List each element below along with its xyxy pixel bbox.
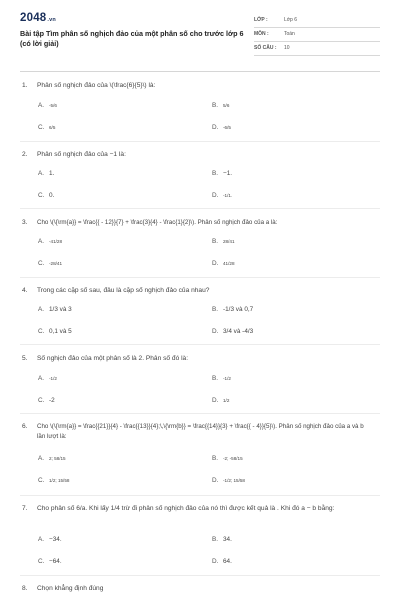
option-2a[interactable]: A. 1. <box>38 170 55 177</box>
option-4c[interactable]: C. 0,1 và 5 <box>38 328 72 335</box>
header-divider <box>20 71 380 72</box>
option-4b[interactable]: B. -1/3 và 0,7 <box>212 306 254 313</box>
meta-count-label: SỐ CÂU : <box>254 45 277 51</box>
question-number: 3. <box>22 219 28 226</box>
question-number: 2. <box>22 151 28 158</box>
option-3c[interactable]: C. -28/41 <box>38 260 63 267</box>
meta-subject-row <box>254 28 380 42</box>
option-5d[interactable]: D. 1/2 <box>212 397 230 404</box>
question-text: Cho \(\{\rm{a}} = \frac{{ - 12}}{7} + \frac{3}{4} - \frac{1}{2}\). Phân số nghịch đảo của a là: <box>37 219 278 226</box>
question-divider <box>20 495 380 496</box>
question-text: Phân số nghịch đảo của \(\frac{6}{5}\) là: <box>37 82 156 89</box>
question-divider <box>20 575 380 576</box>
question-divider <box>20 344 380 345</box>
question-divider <box>20 208 380 209</box>
question-number: 6. <box>22 423 28 430</box>
question-text: Chọn khẳng định đúng <box>37 585 104 592</box>
question-number: 1. <box>22 82 28 89</box>
option-7d[interactable]: D. 64. <box>212 558 232 565</box>
option-5c[interactable]: C. -2 <box>38 397 55 404</box>
question-text: Phân số nghịch đảo của −1 là: <box>37 151 126 158</box>
meta-class-label: LỚP : <box>254 17 268 23</box>
question-text: Cho phân số 6/a. Khi lấy 1/4 trừ đi phân số nghịch đảo của nó thì được kết quả là . Khi đó a − b bằng: <box>37 505 335 512</box>
option-6d[interactable]: D. -1/2; 15/58 <box>212 477 245 484</box>
question-divider <box>20 277 380 278</box>
option-5a[interactable]: A. -1/2 <box>38 375 57 382</box>
question-divider <box>20 413 380 414</box>
logo-text: 2048 <box>20 12 47 24</box>
option-1c[interactable]: C. 6/5 <box>38 124 56 131</box>
option-3a[interactable]: A. -41/28 <box>38 238 63 245</box>
site-logo[interactable] <box>20 12 56 24</box>
question-number: 4. <box>22 287 28 294</box>
meta-class-value: Lớp 6 <box>284 17 298 23</box>
option-5b[interactable]: B. -1/2 <box>212 375 231 382</box>
option-7c[interactable]: C. −64. <box>38 558 62 565</box>
option-7a[interactable]: A. −34. <box>38 536 62 543</box>
question-text: Cho \(\{\rm{a}} = \frac{{21}}{4} - \frac{{13}}{4};\,\{\rm{b}} = \frac{{14}}{3} + \frac{{ - 4}}{5}\). Phân số nghịch đảo của a và b lần lượt là: <box>37 423 364 440</box>
option-1a[interactable]: A. -5/6 <box>38 102 57 109</box>
option-3b[interactable]: B. 28/41 <box>212 238 235 245</box>
meta-subject-value: Toán <box>284 31 295 37</box>
meta-count-row <box>254 42 380 56</box>
question-number: 8. <box>22 585 28 592</box>
question-number: 7. <box>22 505 28 512</box>
question-text: Trong các cặp số sau, đâu là cặp số nghịch đảo của nhau? <box>37 287 210 294</box>
worksheet-header <box>0 0 400 66</box>
option-6b[interactable]: B. -2; -58/15 <box>212 455 243 462</box>
worksheet-title: Bài tập Tìm phân số nghịch đảo của một phân số cho trước lớp 6 (có lời giải) <box>20 29 244 48</box>
option-3d[interactable]: D. 41/28 <box>212 260 235 267</box>
option-1d[interactable]: D. -6/5 <box>212 124 231 131</box>
meta-subject-label: MÔN : <box>254 31 269 37</box>
option-2d[interactable]: D. -1/1. <box>212 192 233 199</box>
option-6a[interactable]: A. 2; 58/15 <box>38 455 66 462</box>
logo-suffix: .vn <box>47 17 56 23</box>
option-6c[interactable]: C. 1/2; 15/58 <box>38 477 70 484</box>
meta-class-row <box>254 14 380 28</box>
question-text: Số nghịch đảo của một phân số là 2. Phân số đó là: <box>37 355 189 362</box>
option-1b[interactable]: B. 5/6 <box>212 102 230 109</box>
option-2c[interactable]: C. 0. <box>38 192 55 199</box>
option-2b[interactable]: B. −1. <box>212 170 233 177</box>
meta-count-value: 10 <box>284 45 290 51</box>
question-divider <box>20 141 380 142</box>
question-number: 5. <box>22 355 28 362</box>
option-4a[interactable]: A. 1/3 và 3 <box>38 306 72 313</box>
option-4d[interactable]: D. 3/4 và -4/3 <box>212 328 254 335</box>
option-7b[interactable]: B. 34. <box>212 536 232 543</box>
